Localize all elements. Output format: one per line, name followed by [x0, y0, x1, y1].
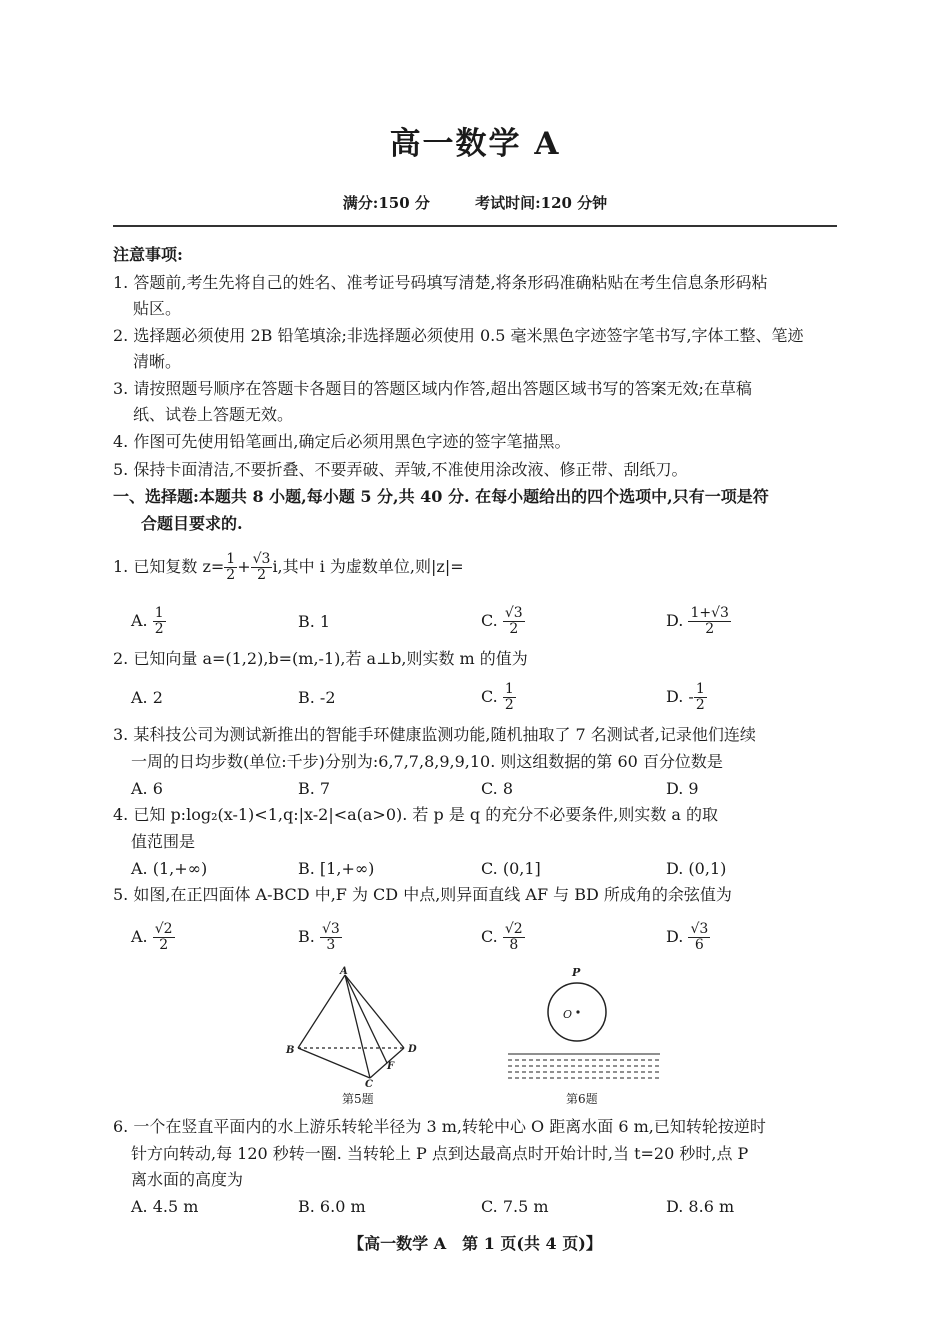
q4-option-a: A. (1,+∞) — [131, 859, 208, 878]
question-5: 5. 如图,在正四面体 A-BCD 中,F 为 CD 中点,则异面直线 AF 与 BD 所成角的余弦值为 — [113, 885, 732, 904]
point-f-label: F — [387, 1061, 395, 1072]
exam-info — [0, 192, 950, 213]
notes-heading: 注意事项: — [113, 245, 183, 264]
question-6-cont2: 离水面的高度为 — [131, 1170, 244, 1189]
wheel-center — [576, 1010, 579, 1013]
q2-option-a: A. 2 — [131, 688, 163, 707]
q4-option-c: C. (0,1] — [481, 859, 541, 878]
edge-bc — [298, 1048, 370, 1078]
question-6: 6. 一个在竖直平面内的水上游乐转轮半径为 3 m,转轮中心 O 距离水面 6 m,已知转轮按逆时 — [113, 1117, 766, 1136]
point-p-label: P — [572, 966, 581, 979]
q1-option-d: D. $\frac{1+√3}{2}$ — [666, 605, 729, 637]
q1-option-a: A. $\frac{1}{2}$ — [131, 605, 164, 637]
q6-option-a: A. 4.5 m — [131, 1197, 199, 1216]
note-1-cont: 贴区。 — [133, 299, 182, 318]
q5-option-a: A. $\frac{√2}{2}$ — [131, 921, 173, 953]
exam-title: 高一数学 A — [389, 126, 561, 162]
edge-ab — [298, 975, 345, 1048]
q1-prefix: 1. 已知复数 z= — [113, 557, 225, 576]
q1-plus: + — [237, 557, 251, 576]
q3-option-b: B. 7 — [298, 779, 331, 798]
note-2: 2. 选择题必须使用 2B 铅笔填涂;非选择题必须使用 0.5 毫米黑色字迹签字笔书写,字体工整、笔迹 — [113, 326, 804, 345]
vertex-a-label: A — [340, 966, 348, 977]
q1-frac-half: $\frac{1}{2}$ — [226, 551, 236, 583]
figure-5-tetrahedron — [280, 965, 430, 1090]
note-3: 3. 请按照题号顺序在答题卡各题目的答题区域内作答,超出答题区域书写的答案无效;在草稿 — [113, 379, 752, 398]
question-4-cont: 值范围是 — [131, 832, 196, 851]
question-6-cont1: 针方向转动,每 120 秒转一圈. 当转轮上 P 点到达最高点时开始计时,当 t=20 秒时,点 P — [131, 1144, 749, 1163]
figure-6-caption: 第6题 — [566, 1092, 598, 1106]
note-3-cont: 纸、试卷上答题无效。 — [133, 405, 294, 424]
q3-option-c: C. 8 — [481, 779, 514, 798]
q3-option-d: D. 9 — [666, 779, 699, 798]
q5-option-c: C. $\frac{√2}{8}$ — [481, 921, 523, 953]
q1-option-b: B. 1 — [298, 612, 331, 631]
full-score: 满分:150 分 — [342, 194, 430, 212]
note-2-cont: 清晰。 — [133, 352, 182, 371]
page-footer: 【高一数学 A 第 1 页(共 4 页)】 — [348, 1234, 602, 1253]
question-3-cont: 一周的日均步数(单位:千步)分别为:6,7,7,8,9,9,10. 则这组数据的第 60 百分位数是 — [131, 752, 723, 771]
q4-option-b: B. [1,+∞) — [298, 859, 375, 878]
question-2: 2. 已知向量 a=(1,2),b=(m,-1),若 a⊥b,则实数 m 的值为 — [113, 649, 528, 668]
q6-option-b: B. 6.0 m — [298, 1197, 366, 1216]
vertex-b-label: B — [286, 1045, 295, 1056]
q6-option-c: C. 7.5 m — [481, 1197, 549, 1216]
vertex-d-label: D — [408, 1044, 417, 1055]
q5-option-d: D. $\frac{√3}{6}$ — [666, 921, 709, 953]
figure-6-wheel — [500, 960, 670, 1090]
note-4: 4. 作图可先使用铅笔画出,确定后必须用黑色字迹的签字笔描黑。 — [113, 432, 571, 451]
question-3: 3. 某科技公司为测试新推出的智能手环健康监测功能,随机抽取了 7 名测试者,记录他们连续 — [113, 725, 756, 744]
q6-option-d: D. 8.6 m — [666, 1197, 735, 1216]
exam-time: 考试时间:120 分钟 — [475, 194, 608, 212]
vertex-c-label: C — [365, 1079, 373, 1090]
q1-option-c: C. $\frac{√3}{2}$ — [481, 605, 523, 637]
q1-frac-r3-half: $\frac{√3}{2}$ — [252, 551, 271, 583]
q4-option-d: D. (0,1) — [666, 859, 727, 878]
q5-option-b: B. $\frac{√3}{3}$ — [298, 921, 340, 953]
figure-5-caption: 第5题 — [342, 1092, 374, 1106]
center-o-label: O — [563, 1008, 573, 1021]
question-4: 4. 已知 p:log₂(x-1)<1,q:|x-2|<a(a>0). 若 p 是 q 的充分不必要条件,则实数 a 的取 — [113, 805, 719, 824]
q3-option-a: A. 6 — [131, 779, 163, 798]
question-1 — [113, 552, 464, 583]
q2-option-d: D. - $\frac{1}{2}$ — [666, 681, 705, 713]
note-1: 1. 答题前,考生先将自己的姓名、准考证号码填写清楚,将条形码准确粘贴在考生信息条形码粘 — [113, 273, 768, 292]
note-5: 5. 保持卡面清洁,不要折叠、不要弄破、弄皱,不准使用涂改液、修正带、刮纸刀。 — [113, 460, 688, 479]
section1-heading: 一、选择题:本题共 8 小题,每小题 5 分,共 40 分. 在每小题给出的四个选项中,只有一项是符 — [113, 487, 769, 506]
q1-suffix: i,其中 i 为虚数单位,则|z|= — [272, 557, 464, 576]
q2-option-b: B. -2 — [298, 688, 336, 707]
title-divider — [113, 225, 837, 227]
section1-heading-cont: 合题目要求的. — [141, 514, 243, 533]
q2-option-c: C. $\frac{1}{2}$ — [481, 681, 514, 713]
